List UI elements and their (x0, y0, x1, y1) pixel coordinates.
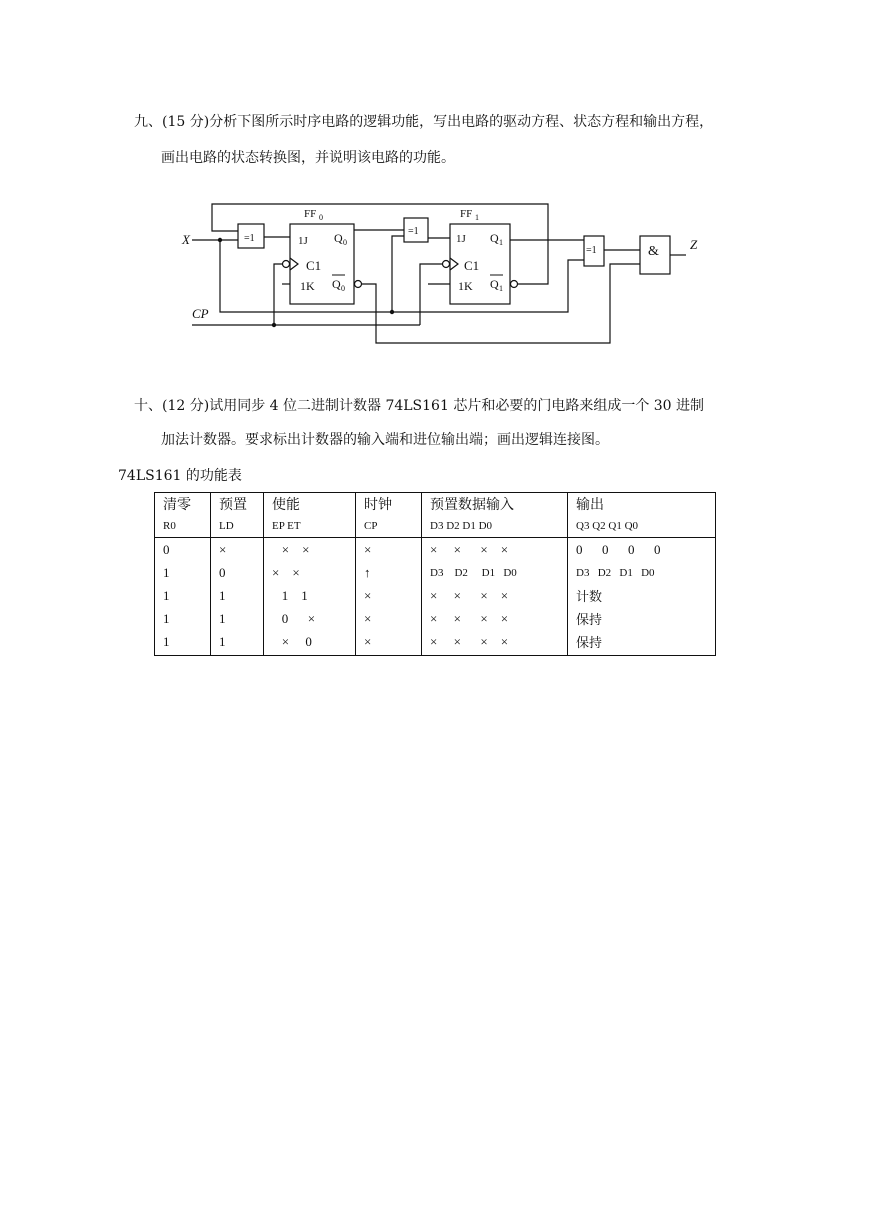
table-row (155, 630, 716, 656)
question-10-line-1: 十、(12 分)试用同步 4 位二进制计数器 74LS161 芯片和必要的门电路来组成一个 30 进制 (134, 398, 705, 414)
table-caption: 74LS161 的功能表 (118, 468, 242, 484)
ff0-name: FF (304, 208, 317, 220)
label-z: Z (690, 237, 698, 252)
table-cell: × (356, 607, 422, 630)
question-9-line-2: 画出电路的状态转换图，并说明该电路的功能。 (161, 150, 455, 166)
wire-xor2-x (392, 236, 404, 312)
table-cell: D3 D2 D1 D0 (422, 561, 568, 584)
table-cell: × 0 (264, 630, 356, 656)
ff1-pin-k: 1K (458, 279, 473, 293)
ff1-name: FF (460, 208, 473, 220)
table-cell: × × (264, 561, 356, 584)
and-label: & (648, 244, 659, 259)
ff1-name-sub: 1 (475, 213, 479, 222)
ff0-clock-bubble (283, 261, 290, 268)
subheader-cp: CP (356, 515, 422, 538)
subheader-ep-et: EP ET (264, 515, 356, 538)
subheader-q: Q3 Q2 Q1 Q0 (568, 515, 716, 538)
table-cell: × × × × (422, 630, 568, 656)
header-clear: 清零 (155, 493, 211, 516)
label-x: X (182, 232, 190, 247)
table-cell: × (356, 630, 422, 656)
ff0-pin-q-sub: 0 (343, 238, 347, 247)
ff1-qn-bubble (511, 281, 518, 288)
header-enable: 使能 (264, 493, 356, 516)
ff1-clock-bubble (443, 261, 450, 268)
table-cell: 0 (211, 561, 264, 584)
table-cell: 0 × (264, 607, 356, 630)
ff0-pin-qn-sub: 0 (341, 284, 345, 293)
header-output: 输出 (568, 493, 716, 516)
table-cell: 计数 (568, 584, 716, 607)
question-9-line-1: 九、(15 分)分析下图所示时序电路的逻辑功能，写出电路的驱动方程、状态方程和输出方程， (134, 114, 714, 130)
subheader-d: D3 D2 D1 D0 (422, 515, 568, 538)
ff0-pin-qn: Q (332, 277, 341, 291)
table-cell: D3 D2 D1 D0 (568, 561, 716, 584)
table-cell: 1 (155, 561, 211, 584)
ff1-pin-q-sub: 1 (499, 238, 503, 247)
ff1-pin-c: C1 (464, 258, 480, 273)
table-cell: 1 (211, 630, 264, 656)
table-cell: 保持 (568, 607, 716, 630)
table-cell: ↑ (356, 561, 422, 584)
table-cell: 1 1 (264, 584, 356, 607)
table-row (155, 538, 716, 562)
ff1-pin-q: Q (490, 231, 499, 245)
subheader-r0: R0 (155, 515, 211, 538)
table-cell: 0 0 0 0 (568, 538, 716, 562)
table-cell: × (356, 538, 422, 562)
table-cell: × × × × (422, 607, 568, 630)
header-clock: 时钟 (356, 493, 422, 516)
ff1-pin-qn-sub: 1 (499, 284, 503, 293)
ff1-pin-j: 1J (456, 233, 466, 245)
ff0-name-sub: 0 (319, 213, 323, 222)
table-cell: 1 (211, 584, 264, 607)
header-preset: 预置 (211, 493, 264, 516)
ff1-pin-qn: Q (490, 277, 499, 291)
subheader-ld: LD (211, 515, 264, 538)
xor2-label: =1 (408, 226, 419, 237)
function-table-74ls161 (154, 492, 716, 656)
xor1-label: =1 (244, 233, 255, 244)
wire-cp-ff1 (420, 264, 442, 325)
ff0-pin-q: Q (334, 231, 343, 245)
table-row (155, 607, 716, 630)
table-cell: × × × × (422, 584, 568, 607)
label-cp: CP (192, 306, 209, 321)
wire-x-to-xor3 (220, 240, 584, 312)
header-data-input: 预置数据输入 (422, 493, 568, 516)
table-cell: 1 (155, 584, 211, 607)
table-cell: × (356, 584, 422, 607)
table-header-row (155, 493, 716, 516)
wire-cp-ff0 (274, 264, 282, 325)
table-row (155, 584, 716, 607)
table-cell: × × × × (422, 538, 568, 562)
table-cell: 1 (155, 630, 211, 656)
ff0-qn-bubble (355, 281, 362, 288)
sequential-circuit-diagram (170, 198, 710, 348)
table-cell: × × (264, 538, 356, 562)
table-cell: 保持 (568, 630, 716, 656)
table-cell: × (211, 538, 264, 562)
table-cell: 0 (155, 538, 211, 562)
ff0-pin-k: 1K (300, 279, 315, 293)
ff0-pin-c: C1 (306, 258, 322, 273)
table-subheader-row (155, 515, 716, 538)
table-row (155, 561, 716, 584)
xor3-label: =1 (586, 245, 597, 256)
question-10-line-2: 加法计数器。要求标出计数器的输入端和进位输出端；画出逻辑连接图。 (161, 432, 609, 448)
table-cell: 1 (211, 607, 264, 630)
ff0-pin-j: 1J (298, 235, 308, 247)
table-cell: 1 (155, 607, 211, 630)
